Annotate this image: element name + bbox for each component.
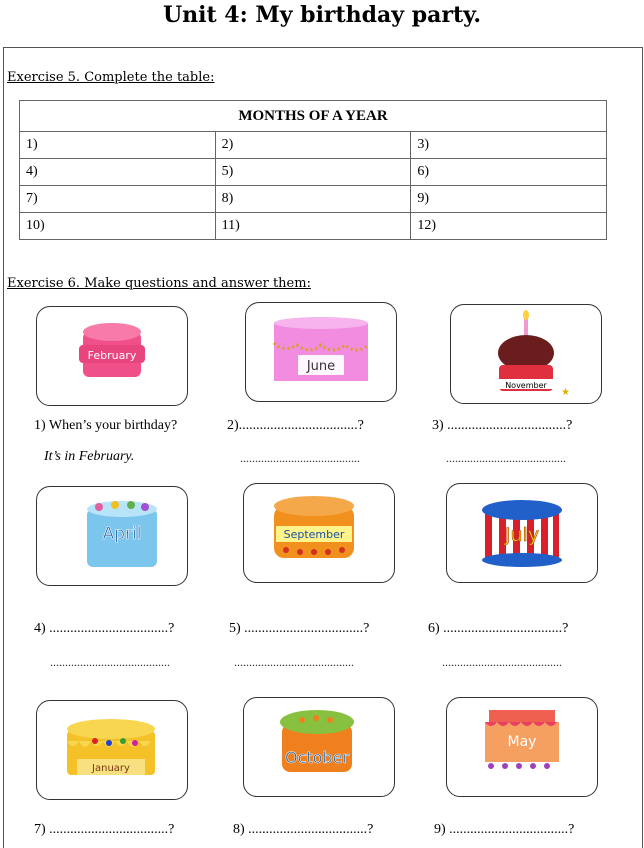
answer-5-line[interactable]: ........................................: [234, 655, 354, 669]
question-6[interactable]: 6) ..................................?: [428, 621, 569, 636]
table-row: [20, 159, 607, 186]
answer-1: It’s in February.: [44, 449, 135, 464]
cake-card-september: [243, 483, 395, 583]
cake-label: October: [284, 748, 350, 767]
table-cell[interactable]: 8): [215, 186, 411, 213]
pink-cake-icon: [37, 307, 187, 405]
cake-label: May: [507, 734, 537, 750]
table-cell[interactable]: 11): [215, 213, 411, 240]
table-row: [20, 213, 607, 240]
cake-label: November: [505, 381, 547, 390]
answer-3-line[interactable]: ........................................: [446, 451, 566, 465]
yellow-cake-icon: [37, 701, 187, 799]
months-table: [19, 100, 607, 240]
table-cell[interactable]: 2): [215, 132, 411, 159]
table-cell[interactable]: 7): [20, 186, 216, 213]
cake-card-may: [446, 697, 598, 797]
table-cell[interactable]: 10): [20, 213, 216, 240]
cake-label: April: [102, 524, 142, 544]
question-9[interactable]: 9) ..................................?: [434, 822, 575, 837]
answer-2-line[interactable]: ........................................: [240, 451, 360, 465]
answer-6-line[interactable]: ........................................: [442, 655, 562, 669]
cake-card-november: [450, 304, 602, 404]
table-cell[interactable]: 1): [20, 132, 216, 159]
exercise6-heading: Exercise 6. Make questions and answer them:: [7, 276, 311, 291]
cake-label: June: [306, 359, 336, 374]
page-title: Unit 4: My birthday party.: [162, 2, 482, 28]
question-5[interactable]: 5) ..................................?: [229, 621, 370, 636]
table-cell[interactable]: 4): [20, 159, 216, 186]
tiered-cake-icon: [447, 698, 597, 796]
question-2[interactable]: 2)..................................?: [227, 418, 364, 433]
question-4[interactable]: 4) ..................................?: [34, 621, 175, 636]
question-1: 1) When’s your birthday?: [34, 418, 178, 433]
cake-label: January: [92, 763, 130, 774]
cake-card-june: [245, 302, 397, 402]
cupcake-icon: [451, 305, 601, 403]
blue-cake-icon: [37, 487, 187, 585]
question-7[interactable]: 7) ..................................?: [34, 822, 175, 837]
cake-label: September: [283, 528, 345, 541]
cake-label: February: [87, 349, 137, 362]
question-3[interactable]: 3) ..................................?: [432, 418, 573, 433]
table-cell[interactable]: 5): [215, 159, 411, 186]
cake-card-july: [446, 483, 598, 583]
cake-label: July: [504, 524, 540, 546]
violet-cake-icon: [246, 303, 396, 401]
cake-card-october: [243, 697, 395, 797]
table-cell[interactable]: 3): [411, 132, 607, 159]
table-row: [20, 132, 607, 159]
orange-cake-icon: [244, 484, 394, 582]
striped-cake-icon: [447, 484, 597, 582]
svg-text:★: ★: [561, 387, 570, 398]
answer-4-line[interactable]: ........................................: [50, 655, 170, 669]
exercise5-heading: Exercise 5. Complete the table:: [7, 70, 215, 85]
table-cell[interactable]: 9): [411, 186, 607, 213]
green-orange-cake-icon: [244, 698, 394, 796]
table-cell[interactable]: 6): [411, 159, 607, 186]
cake-card-january: [36, 700, 188, 800]
cake-card-february: [36, 306, 188, 406]
question-8[interactable]: 8) ..................................?: [233, 822, 374, 837]
table-title: MONTHS OF A YEAR: [20, 101, 607, 132]
table-cell[interactable]: 12): [411, 213, 607, 240]
table-row: [20, 186, 607, 213]
cake-card-april: [36, 486, 188, 586]
